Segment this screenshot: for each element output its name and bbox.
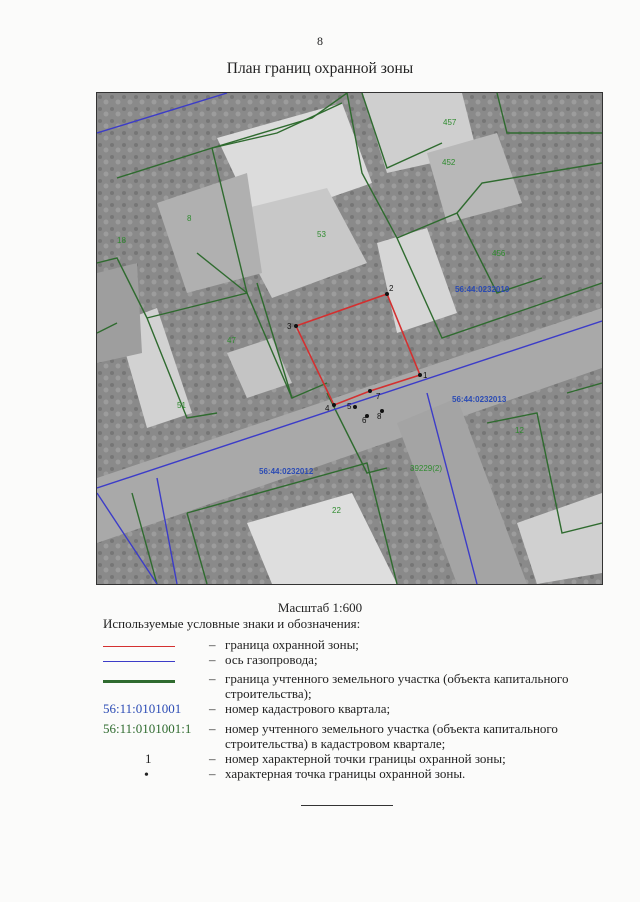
parcel-label: 456 — [492, 249, 506, 258]
parcel-label: 53 — [317, 230, 326, 239]
zone-point-marker — [332, 403, 336, 407]
parcel-label: 8 — [187, 214, 192, 223]
zone-point-label: 2 — [389, 284, 394, 293]
legend-text: номер характерной точки границы охранной зоны; — [225, 751, 506, 766]
legend-dash: – — [209, 721, 216, 736]
quarter-code-symbol: 56:11:0101001 — [103, 701, 182, 716]
zone-point-marker — [294, 324, 298, 328]
zone-point-label: 8 — [377, 412, 382, 421]
parcel-boundary-symbol — [103, 680, 175, 683]
cadastral-map[interactable] — [96, 92, 603, 585]
zone-point-label: 7 — [376, 392, 381, 401]
map-canvas — [97, 93, 602, 584]
zone-point-marker — [418, 373, 422, 377]
legend-text: граница учтенного земельного участка (объекта капитального строительства); — [225, 671, 569, 701]
zone-point-marker — [368, 389, 372, 393]
legend-dash: – — [209, 701, 216, 716]
parcel-label: 457 — [443, 118, 457, 127]
parcel-label: 39229(2) — [410, 464, 443, 473]
parcel-code-symbol: 56:11:0101001:1 — [103, 721, 192, 736]
zone-point-label: 1 — [423, 371, 428, 380]
legend-dash: – — [209, 637, 216, 652]
building — [97, 263, 142, 363]
zone-point-label: 3 — [287, 322, 292, 331]
legend-text: граница охранной зоны; — [225, 637, 359, 652]
legend-dash: – — [209, 652, 216, 667]
parcel-label: 18 — [117, 236, 126, 245]
zone-point-label: 5 — [347, 402, 352, 411]
parcel-label: 22 — [332, 506, 341, 515]
legend-dash: – — [209, 766, 216, 781]
page-title: План границ охранной зоны — [226, 60, 414, 77]
legend-text: номер учтенного земельного участка (объекта капитального строительства) в кадастровом квартале; — [225, 721, 558, 751]
gas-axis-symbol — [103, 661, 175, 662]
parcel-label: 47 — [227, 336, 236, 345]
zone-point-marker — [353, 405, 357, 409]
quarter-label: 56:44:0232012 — [259, 467, 314, 476]
legend-dash: – — [209, 751, 216, 766]
legend-text: ось газопровода; — [225, 652, 318, 667]
quarter-label: 56:44:0232010 — [455, 285, 510, 294]
zone-point-label: 6 — [362, 416, 367, 425]
point-number-symbol: 1 — [145, 751, 152, 766]
legend-dash: – — [209, 671, 216, 686]
quarter-label: 56:44:0232013 — [452, 395, 507, 404]
legend-text: номер кадастрового квартала; — [225, 701, 391, 716]
map-scale: Масштаб 1:600 — [277, 600, 363, 615]
parcel-label: 51 — [177, 401, 186, 410]
zone-boundary-symbol — [103, 646, 175, 647]
legend-text: характерная точка границы охранной зоны. — [225, 766, 466, 781]
legend-title: Используемые условные знаки и обозначения: — [103, 616, 361, 631]
page-number: 8 — [317, 34, 323, 48]
separator-line — [301, 805, 393, 806]
point-marker-symbol: • — [144, 768, 149, 783]
zone-point-label: 4 — [325, 404, 330, 413]
parcel-label: 452 — [442, 158, 456, 167]
parcel-label: 12 — [515, 426, 524, 435]
